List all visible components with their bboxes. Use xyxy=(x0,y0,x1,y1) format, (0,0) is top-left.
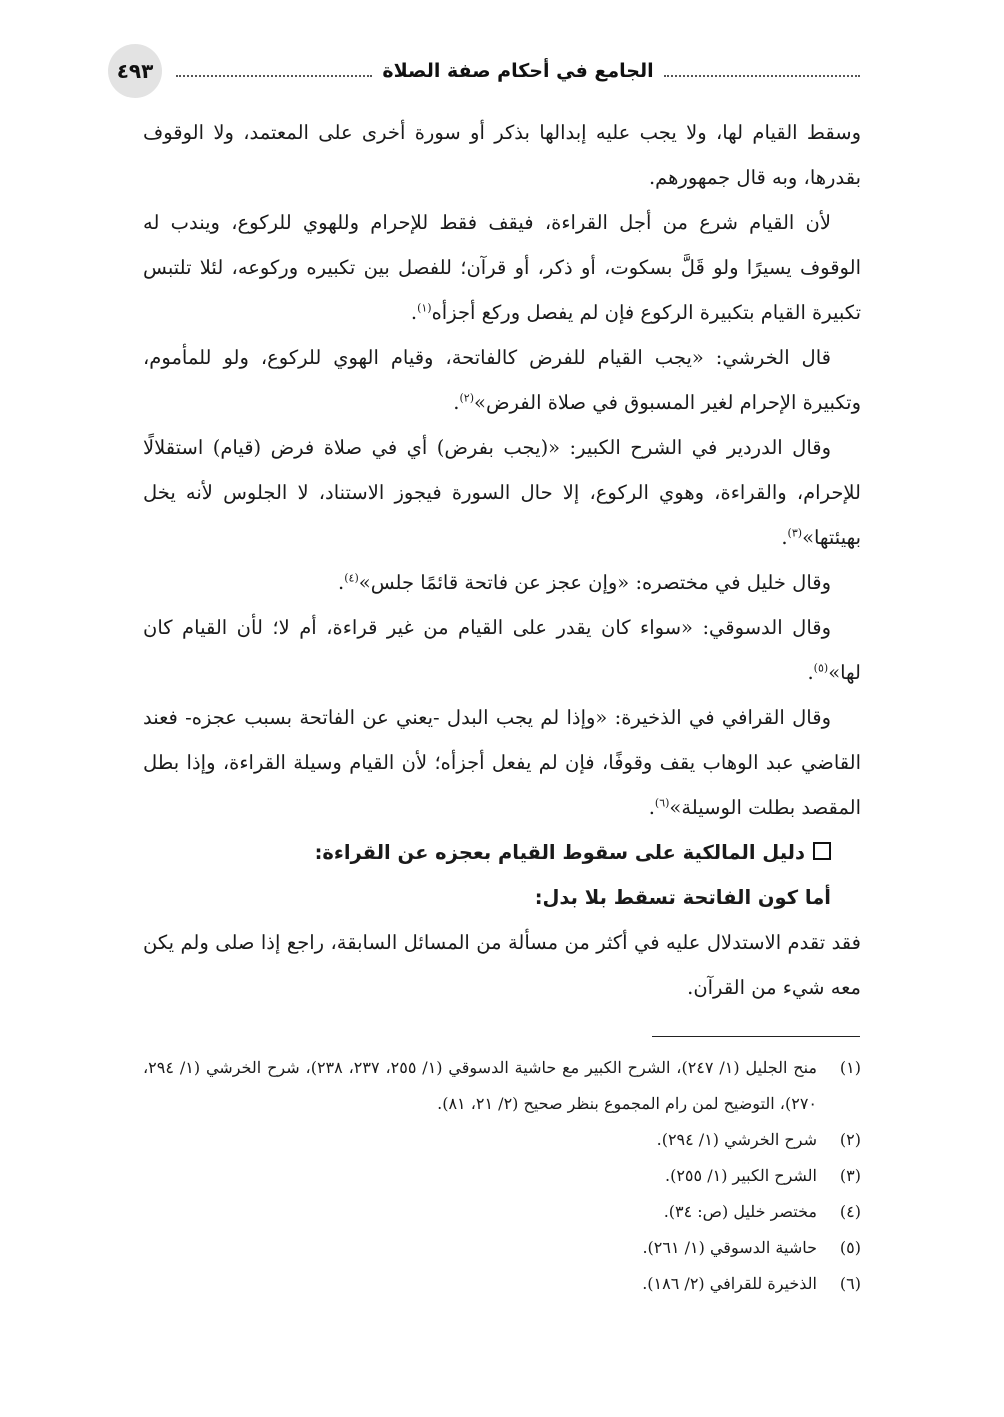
page-number-badge: ٤٩٣ xyxy=(108,44,162,98)
paragraph-7-end: . xyxy=(648,796,655,819)
paragraph-3-text: قال الخرشي: «يجب القيام للفرض كالفاتحة، وقيام الهوي للركوع، ولو للمأموم، وتكبيرة الإحرام لغير المسبوق في صلاة الفرض» xyxy=(143,346,861,414)
footnote-item xyxy=(143,1230,861,1266)
footnote-number: (٣) xyxy=(839,1166,861,1185)
footnote-text: شرح الخرشي (١/ ٢٩٤). xyxy=(656,1130,817,1149)
header-line xyxy=(176,56,860,86)
header-dots-left xyxy=(176,75,372,77)
paragraph-6 xyxy=(143,605,861,695)
footnote-text: حاشية الدسوقي (١/ ٢٦١). xyxy=(642,1238,817,1257)
paragraph-8 xyxy=(143,920,861,1010)
footnote-text: الذخيرة للقرافي (٢/ ١٨٦). xyxy=(642,1274,817,1293)
body-text xyxy=(143,110,861,1010)
footnote-number: (٤) xyxy=(839,1202,861,1221)
paragraph-2-end: . xyxy=(410,301,418,324)
footnote-number: (٦) xyxy=(839,1274,861,1293)
footnote-text: مختصر خليل (ص: ٣٤). xyxy=(663,1202,817,1221)
paragraph-4 xyxy=(143,425,861,560)
footnote-separator xyxy=(652,1036,860,1037)
footnote-number: (١) xyxy=(839,1058,861,1077)
section-heading-2 xyxy=(143,875,861,920)
checkbox-icon xyxy=(813,842,831,860)
footnote-ref-2[interactable]: (٢) xyxy=(459,391,475,405)
footnote-ref-1[interactable]: (١) xyxy=(417,301,432,315)
footnote-text: الشرح الكبير (١/ ٢٥٥). xyxy=(665,1166,817,1185)
footnote-item xyxy=(143,1122,861,1158)
footnote-text: منح الجليل (١/ ٢٤٧)، الشرح الكبير مع حاشية الدسوقي (١/ ٢٥٥، ٢٣٧، ٢٣٨)، شرح الخرشي (١/ ٢٩٤، ٢٧٠)، التوضيح لمن رام المجموع بنظر صحيح (٢/ ٢١، ٨١). xyxy=(143,1058,817,1113)
footnote-item xyxy=(143,1158,861,1194)
paragraph-5-text: وقال خليل في مختصره: «وإن عجز عن فاتحة قائمًا جلس» xyxy=(358,571,831,594)
paragraph-2 xyxy=(143,200,861,335)
paragraph-5 xyxy=(143,560,861,605)
footnote-item xyxy=(143,1194,861,1230)
paragraph-5-end: . xyxy=(338,571,345,594)
footnote-item xyxy=(143,1050,861,1122)
paragraph-1-text: وسقط القيام لها، ولا يجب عليه إبدالها بذكر أو سورة أخرى على المعتمد، ولا الوقوف بقدرها، وبه قال جمهورهم. xyxy=(143,121,861,189)
footnote-item xyxy=(143,1266,861,1302)
paragraph-1 xyxy=(143,110,861,200)
paragraph-4-text: وقال الدردير في الشرح الكبير: «(يجب بفرض) أي في صلاة فرض (قيام) استقلالًا للإحرام، والقراءة، وهوي الركوع، إلا حال السورة فيجوز الاستناد، لا الجلوس لأنه يخل بهيئتها» xyxy=(143,436,861,549)
paragraph-3-end: . xyxy=(453,391,460,414)
footnote-ref-4[interactable]: (٤) xyxy=(344,571,359,585)
paragraph-7 xyxy=(143,695,861,830)
paragraph-7-text: وقال القرافي في الذخيرة: «وإذا لم يجب البدل -يعني عن الفاتحة بسبب عجزه- فعند القاضي عبد الوهاب يقف وقوفًا، فإن لم يفعل أجزأه؛ لأن القيام وسيلة القراءة، وإذا بطل المقصد بطلت الوسيلة» xyxy=(143,706,861,819)
paragraph-8-text: فقد تقدم الاستدلال عليه في أكثر من مسألة من المسائل السابقة، راجع إذا صلى ولم يكن معه شيء من القرآن. xyxy=(143,931,861,999)
paragraph-2-text: لأن القيام شرع من أجل القراءة، فيقف فقط للإحرام وللهوي للركوع، ويندب له الوقوف يسيرًا ولو قَلَّ بسكوت، أو ذكر، أو قرآن؛ للفصل بين تكبيره وركوعه، لئلا تلتبس تكبيرة القيام بتكبيرة الركوع فإن لم يفصل وركع أجزأه xyxy=(143,211,861,324)
paragraph-4-end: . xyxy=(781,526,788,549)
footnote-number: (٥) xyxy=(839,1238,861,1257)
footnotes xyxy=(143,1050,861,1302)
header-dots-right xyxy=(664,75,860,77)
paragraph-6-end: . xyxy=(807,661,814,684)
running-header xyxy=(108,44,860,96)
footnote-ref-3[interactable]: (٣) xyxy=(787,526,803,540)
paragraph-3 xyxy=(143,335,861,425)
footnote-ref-6[interactable]: (٦) xyxy=(654,796,670,810)
section-heading-1-text: دليل المالكية على سقوط القيام بعجزه عن القراءة: xyxy=(314,841,805,864)
section-heading-1 xyxy=(143,830,861,875)
book-title: الجامع في أحكام صفة الصلاة xyxy=(382,60,654,82)
footnote-ref-5[interactable]: (٥) xyxy=(813,661,829,675)
footnote-number: (٢) xyxy=(839,1130,861,1149)
paragraph-6-text: وقال الدسوقي: «سواء كان يقدر على القيام من غير قراءة، أم لا؛ لأن القيام كان لها» xyxy=(143,616,861,684)
section-heading-2-text: أما كون الفاتحة تسقط بلا بدل: xyxy=(534,886,831,909)
